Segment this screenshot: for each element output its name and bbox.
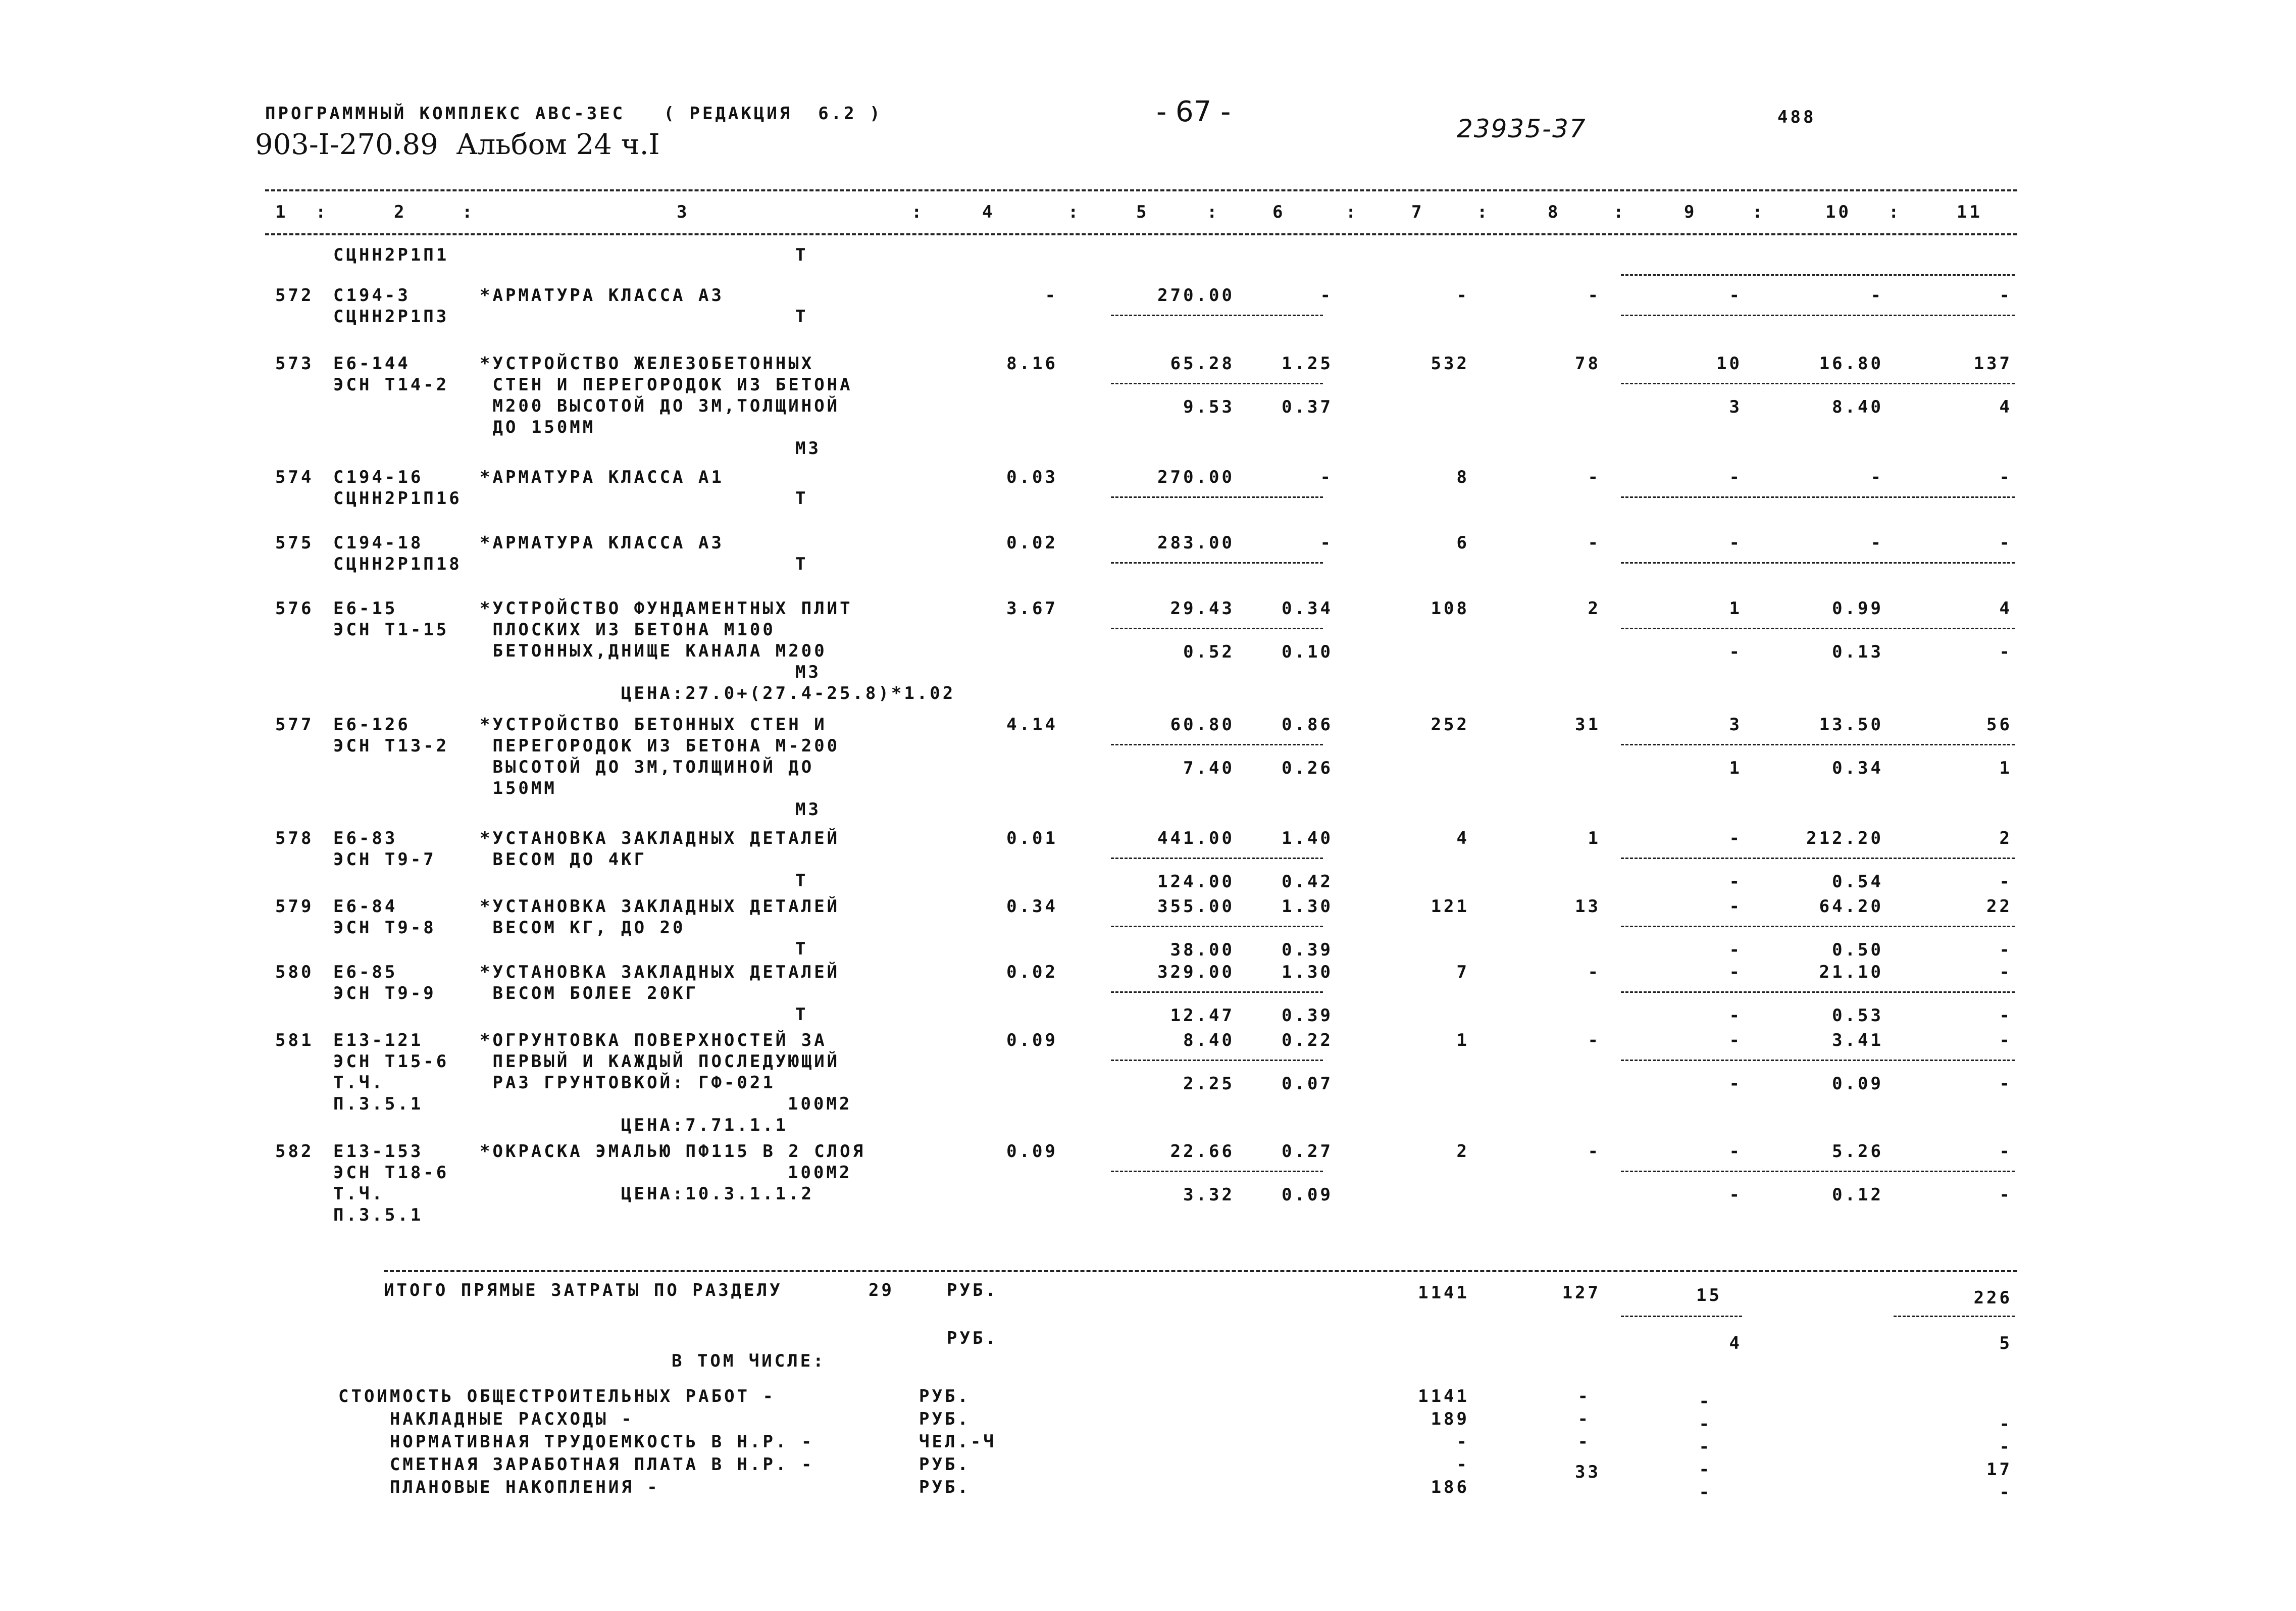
unit-cost-total: 329.00	[1157, 962, 1235, 982]
summary-cost: -	[1456, 1432, 1469, 1452]
unit-cost-total: 270.00	[1157, 285, 1235, 306]
total-wages: -	[1588, 467, 1601, 487]
row-number: 574	[275, 467, 314, 487]
totals-divider	[1894, 1316, 2015, 1317]
labor-machinists: 0.13	[1832, 642, 1883, 662]
work-description: *УСТРОЙСТВО ФУНДАМЕНТНЫХ ПЛИТ	[480, 598, 853, 619]
unit-cost-machine-wages: 0.39	[1282, 940, 1333, 960]
price-formula: ЦЕНА:7.71.1.1	[621, 1115, 789, 1135]
column-number: 9	[1684, 202, 1697, 222]
work-description: ДО 150ММ	[480, 417, 596, 437]
cell-divider	[1621, 315, 2015, 316]
unit-cost-machine-wages: 0.39	[1282, 1005, 1333, 1026]
total-machines: -	[1729, 467, 1742, 487]
work-description: М200 ВЫСОТОЙ ДО 3М,ТОЛЩИНОЙ	[480, 396, 840, 416]
unit-of-measure: Т	[795, 488, 808, 509]
unit-of-measure: Т	[795, 245, 808, 265]
column-separator: :	[911, 202, 922, 222]
unit-cost-machines: 1.30	[1282, 896, 1333, 917]
album-title: 903-I-270.89 Альбом 24 ч.I	[255, 128, 660, 161]
summary-label: СТОИМОСТЬ ОБЩЕСТРОИТЕЛЬНЫХ РАБОТ -	[338, 1386, 776, 1406]
unit-cost-machines: -	[1320, 467, 1333, 487]
work-description: ВЕСОМ КГ, ДО 20	[480, 918, 686, 938]
summary-cost: 186	[1431, 1477, 1469, 1497]
unit-cost-machines: 0.27	[1282, 1141, 1333, 1162]
norm-code: Т.Ч.	[333, 1184, 385, 1204]
labor-machinists: 0.12	[1832, 1185, 1883, 1205]
norm-code: П.3.5.1	[333, 1094, 424, 1114]
summary-wages-total: -	[1999, 1437, 2012, 1457]
work-description: *АРМАТУРА КЛАССА А3	[480, 533, 724, 553]
summary-unit: РУБ.	[919, 1477, 971, 1497]
work-description: *ОКРАСКА ЭМАЛЬЮ ПФ115 В 2 СЛОЯ	[480, 1141, 866, 1162]
unit-of-measure: Т	[795, 871, 808, 891]
total-machines: -	[1729, 896, 1742, 917]
unit-cost-total: 8.40	[1183, 1030, 1235, 1050]
total-wages: 78	[1575, 354, 1601, 374]
summary-wages: -	[1577, 1386, 1591, 1406]
norm-code: Е6-15	[333, 598, 398, 619]
cell-divider	[1111, 562, 1323, 564]
cell-divider	[1111, 628, 1323, 629]
row-number: 581	[275, 1030, 314, 1050]
cell-divider	[1111, 991, 1323, 993]
unit-cost-wages: 3.32	[1183, 1185, 1235, 1205]
totals-wages: 127	[1562, 1283, 1601, 1303]
unit-cost-total: 22.66	[1170, 1141, 1235, 1162]
total-cost: 7	[1456, 962, 1469, 982]
totals-wages-total: 226	[1973, 1288, 2012, 1308]
work-description: *УСТАНОВКА ЗАКЛАДНЫХ ДЕТАЛЕЙ	[480, 896, 840, 917]
work-description: РАЗ ГРУНТОВКОЙ: ГФ-021	[480, 1073, 776, 1093]
cell-divider	[1621, 858, 2015, 859]
cell-divider	[1621, 496, 2015, 498]
column-separator: :	[1207, 202, 1217, 222]
work-description: ПЕРЕГОРОДОК ИЗ БЕТОНА М-200	[480, 736, 840, 756]
unit-cost-machine-wages: 0.09	[1282, 1185, 1333, 1205]
unit-cost-total: 355.00	[1157, 896, 1235, 917]
wages-total: -	[1999, 533, 2012, 553]
unit-of-measure: Т	[795, 939, 808, 959]
wages-machinists: -	[1999, 872, 2012, 892]
column-number: 6	[1272, 202, 1286, 222]
work-description: 150ММ	[480, 778, 557, 798]
row-number: 576	[275, 598, 314, 619]
work-description: ВЫСОТОЙ ДО 3М,ТОЛЩИНОЙ ДО	[480, 757, 814, 777]
totals-unit: РУБ.	[947, 1280, 998, 1300]
work-description: *УСТАНОВКА ЗАКЛАДНЫХ ДЕТАЛЕЙ	[480, 962, 840, 982]
cell-divider	[1621, 744, 2015, 745]
labor-workers: 21.10	[1819, 962, 1883, 982]
total-machines: -	[1729, 828, 1742, 848]
unit-cost-wages: 124.00	[1157, 872, 1235, 892]
row-number: 572	[275, 285, 314, 306]
including-label: В ТОМ ЧИСЛЕ:	[672, 1351, 826, 1371]
row-number: 580	[275, 962, 314, 982]
total-cost: 2	[1456, 1141, 1469, 1162]
column-number: 2	[394, 202, 407, 222]
unit-cost-wages: 9.53	[1183, 397, 1235, 417]
norm-code: ЭСН Т9-7	[333, 849, 436, 870]
norm-code: ЭСН Т9-9	[333, 983, 436, 1003]
price-formula: ЦЕНА:27.0+(27.4-25.8)*1.02	[621, 683, 956, 703]
unit-of-measure: Т	[795, 1004, 808, 1025]
quantity: 4.14	[1006, 715, 1058, 735]
cell-divider	[1111, 496, 1323, 498]
total-cost: 532	[1431, 354, 1469, 374]
unit-cost-machine-wages: 0.07	[1282, 1074, 1333, 1094]
total-cost: 108	[1431, 598, 1469, 619]
unit-cost-total: 65.28	[1170, 354, 1235, 374]
row-number: 582	[275, 1141, 314, 1162]
wages-machinists: -	[1999, 1074, 2012, 1094]
labor-machinists: 0.54	[1832, 872, 1883, 892]
norm-code: Е6-85	[333, 962, 398, 982]
sheet-number: 488	[1777, 107, 1816, 127]
summary-cost: 1141	[1418, 1386, 1469, 1406]
column-separator: :	[1346, 202, 1356, 222]
column-number: 7	[1411, 202, 1424, 222]
cell-divider	[1621, 926, 2015, 927]
quantity: -	[1045, 285, 1058, 306]
cell-divider	[1111, 858, 1323, 859]
work-description: ПЛОСКИХ ИЗ БЕТОНА М100	[480, 620, 776, 640]
total-machine-wages: -	[1729, 642, 1742, 662]
total-machine-wages: 1	[1729, 758, 1742, 778]
total-machines: -	[1729, 533, 1742, 553]
summary-wages: 33	[1575, 1462, 1601, 1482]
unit-of-measure: М3	[795, 662, 821, 682]
totals-machines: 15	[1696, 1285, 1722, 1305]
work-description: *ОГРУНТОВКА ПОВЕРХНОСТЕЙ ЗА	[480, 1030, 827, 1050]
unit-cost-machine-wages: 0.10	[1282, 642, 1333, 662]
header-bottom-rule	[265, 233, 2017, 235]
labor-machinists: 8.40	[1832, 397, 1883, 417]
summary-wages-total: 17	[1986, 1459, 2012, 1480]
cell-divider	[1621, 991, 2015, 993]
labor-workers: -	[1870, 467, 1883, 487]
norm-code: СЦНН2Р1П3	[333, 307, 449, 327]
unit-cost-machine-wages: 0.37	[1282, 397, 1333, 417]
norm-code: Е6-144	[333, 354, 411, 374]
wages-total: 2	[1999, 828, 2012, 848]
cell-divider	[1621, 628, 2015, 629]
wages-total: 56	[1986, 715, 2012, 735]
column-separator: :	[462, 202, 473, 222]
cell-divider	[1621, 383, 2015, 384]
column-separator: :	[316, 202, 326, 222]
total-cost: 4	[1456, 828, 1469, 848]
labor-workers: -	[1870, 533, 1883, 553]
wages-total: -	[1999, 285, 2012, 306]
price-formula: ЦЕНА:10.3.1.1.2	[621, 1184, 814, 1204]
summary-machines: -	[1699, 1482, 1712, 1502]
wages-machinists: -	[1999, 1185, 2012, 1205]
total-cost: 1	[1456, 1030, 1469, 1050]
norm-code: С194-3	[333, 285, 411, 306]
summary-wages: -	[1577, 1432, 1591, 1452]
column-number: 5	[1136, 202, 1149, 222]
column-separator: :	[1752, 202, 1763, 222]
cell-divider	[1111, 383, 1323, 384]
labor-workers: 64.20	[1819, 896, 1883, 917]
wages-machinists: -	[1999, 642, 2012, 662]
column-number: 1	[275, 202, 288, 222]
column-number: 11	[1957, 202, 1982, 222]
column-number: 4	[982, 202, 995, 222]
unit-cost-machines: 0.34	[1282, 598, 1333, 619]
summary-wages-total: -	[1999, 1414, 2012, 1434]
cell-divider	[1621, 562, 2015, 564]
wages-total: -	[1999, 1141, 2012, 1162]
quantity: 0.01	[1006, 828, 1058, 848]
total-cost: 121	[1431, 896, 1469, 917]
labor-workers: 16.80	[1819, 354, 1883, 374]
unit-cost-machines: -	[1320, 285, 1333, 306]
wages-machinists: 4	[1999, 397, 2012, 417]
summary-unit: ЧЕЛ.-Ч	[919, 1432, 996, 1452]
work-description: *УСТРОЙСТВО БЕТОННЫХ СТЕН И	[480, 715, 827, 735]
quantity: 0.34	[1006, 896, 1058, 917]
quantity: 0.03	[1006, 467, 1058, 487]
unit-cost-machines: 0.22	[1282, 1030, 1333, 1050]
totals-section: 29	[869, 1280, 894, 1300]
totals-machine-wages: 4	[1729, 1333, 1742, 1353]
work-description: *УСТРОЙСТВО ЖЕЛЕЗОБЕТОННЫХ	[480, 354, 814, 374]
wages-total: 22	[1986, 896, 2012, 917]
labor-machinists: 0.53	[1832, 1005, 1883, 1026]
header-top-rule	[265, 189, 2017, 191]
wages-machinists: -	[1999, 1005, 2012, 1026]
quantity: 0.02	[1006, 533, 1058, 553]
column-separator: :	[1068, 202, 1079, 222]
totals-wages-machinists: 5	[1999, 1333, 2012, 1353]
unit-of-measure: 100М2	[788, 1163, 852, 1183]
unit-cost-machines: 1.30	[1282, 962, 1333, 982]
wages-total: -	[1999, 1030, 2012, 1050]
quantity: 0.09	[1006, 1030, 1058, 1050]
quantity: 0.02	[1006, 962, 1058, 982]
norm-code: ЭСН Т13-2	[333, 736, 449, 756]
program-header: ПРОГРАММНЫЙ КОМПЛЕКС АВС-3ЕС ( РЕДАКЦИЯ 6.2 )	[265, 104, 883, 124]
unit-cost-total: 283.00	[1157, 533, 1235, 553]
norm-code: СЦНН2Р1П1	[333, 245, 449, 265]
cell-divider	[1111, 1171, 1323, 1172]
norm-code: С194-16	[333, 467, 424, 487]
norm-code: Е13-153	[333, 1141, 424, 1162]
norm-code: ЭСН Т14-2	[333, 375, 449, 395]
labor-workers: 13.50	[1819, 715, 1883, 735]
cell-divider	[1111, 1060, 1323, 1061]
total-wages: -	[1588, 285, 1601, 306]
labor-workers: 5.26	[1832, 1141, 1883, 1162]
wages-total: -	[1999, 962, 2012, 982]
totals-top-rule	[384, 1270, 2017, 1272]
work-description: ПЕРВЫЙ И КАЖДЫЙ ПОСЛЕДУЮЩИЙ	[480, 1051, 840, 1072]
column-number: 8	[1548, 202, 1561, 222]
unit-of-measure: Т	[795, 554, 808, 574]
cell-divider	[1621, 1060, 2015, 1061]
summary-unit: РУБ.	[919, 1409, 971, 1429]
unit-of-measure: Т	[795, 307, 808, 327]
column-number: 10	[1825, 202, 1851, 222]
unit-cost-total: 29.43	[1170, 598, 1235, 619]
column-separator: :	[1889, 202, 1899, 222]
total-wages: -	[1588, 1141, 1601, 1162]
summary-unit: РУБ.	[919, 1454, 971, 1475]
total-machines: 3	[1729, 715, 1742, 735]
totals-divider	[1621, 1316, 1742, 1317]
unit-cost-machine-wages: 0.26	[1282, 758, 1333, 778]
total-machine-wages: 3	[1729, 397, 1742, 417]
unit-of-measure: 100М2	[788, 1094, 852, 1114]
total-machines: -	[1729, 1030, 1742, 1050]
totals-label: ИТОГО ПРЯМЫЕ ЗАТРАТЫ ПО РАЗДЕЛУ	[384, 1280, 783, 1300]
labor-workers: 0.99	[1832, 598, 1883, 619]
cell-divider	[1621, 1171, 2015, 1172]
work-description: СТЕН И ПЕРЕГОРОДОК ИЗ БЕТОНА	[480, 375, 853, 395]
norm-code: С194-18	[333, 533, 424, 553]
norm-code: Е6-126	[333, 715, 411, 735]
unit-cost-machines: 1.25	[1282, 354, 1333, 374]
total-wages: 2	[1588, 598, 1601, 619]
wages-machinists: 1	[1999, 758, 2012, 778]
quantity: 3.67	[1006, 598, 1058, 619]
summary-label: НОРМАТИВНАЯ ТРУДОЕМКОСТЬ В Н.Р. -	[338, 1432, 814, 1452]
total-cost: 8	[1456, 467, 1469, 487]
row-number: 573	[275, 354, 314, 374]
total-machine-wages: -	[1729, 1185, 1742, 1205]
page-number: - 67 -	[1156, 95, 1231, 128]
wages-machinists: -	[1999, 940, 2012, 960]
summary-cost: 189	[1431, 1409, 1469, 1429]
norm-code: Е13-121	[333, 1030, 424, 1050]
unit-of-measure: М3	[795, 438, 821, 459]
unit-cost-wages: 38.00	[1170, 940, 1235, 960]
summary-machines: -	[1699, 1437, 1712, 1457]
cell-divider	[1111, 315, 1323, 316]
labor-machinists: 0.50	[1832, 940, 1883, 960]
document-number: 23935-37	[1457, 114, 1587, 143]
row-number: 578	[275, 828, 314, 848]
total-machine-wages: -	[1729, 1074, 1742, 1094]
summary-label: ПЛАНОВЫЕ НАКОПЛЕНИЯ -	[338, 1477, 660, 1497]
unit-cost-machines: 0.86	[1282, 715, 1333, 735]
cell-divider	[1111, 926, 1323, 927]
wages-total: -	[1999, 467, 2012, 487]
unit-cost-total: 441.00	[1157, 828, 1235, 848]
totals-unit: РУБ.	[947, 1328, 998, 1348]
unit-cost-wages: 2.25	[1183, 1074, 1235, 1094]
total-cost: -	[1456, 285, 1469, 306]
summary-cost: -	[1456, 1454, 1469, 1475]
labor-machinists: 0.09	[1832, 1074, 1883, 1094]
work-description: БЕТОННЫХ,ДНИЩЕ КАНАЛА М200	[480, 641, 827, 661]
total-wages: -	[1588, 1030, 1601, 1050]
total-machines: -	[1729, 1141, 1742, 1162]
summary-wages-total: -	[1999, 1482, 2012, 1502]
unit-cost-machines: 1.40	[1282, 828, 1333, 848]
total-machine-wages: -	[1729, 940, 1742, 960]
unit-cost-wages: 0.52	[1183, 642, 1235, 662]
total-wages: -	[1588, 533, 1601, 553]
summary-label: СМЕТНАЯ ЗАРАБОТНАЯ ПЛАТА В Н.Р. -	[338, 1454, 814, 1475]
unit-cost-total: 270.00	[1157, 467, 1235, 487]
summary-machines: -	[1699, 1391, 1712, 1412]
unit-of-measure: М3	[795, 799, 821, 820]
unit-cost-machines: -	[1320, 533, 1333, 553]
total-wages: 1	[1588, 828, 1601, 848]
wages-total: 137	[1973, 354, 2012, 374]
norm-code: СЦНН2Р1П16	[333, 488, 462, 509]
unit-cost-wages: 7.40	[1183, 758, 1235, 778]
quantity: 0.09	[1006, 1141, 1058, 1162]
norm-code: Е6-83	[333, 828, 398, 848]
norm-code: СЦНН2Р1П18	[333, 554, 462, 574]
total-wages: -	[1588, 962, 1601, 982]
norm-code: ЭСН Т15-6	[333, 1051, 449, 1072]
norm-code: ЭСН Т9-8	[333, 918, 436, 938]
row-number: 575	[275, 533, 314, 553]
unit-cost-wages: 12.47	[1170, 1005, 1235, 1026]
column-separator: :	[1477, 202, 1488, 222]
unit-cost-total: 60.80	[1170, 715, 1235, 735]
total-machines: -	[1729, 962, 1742, 982]
work-description: ВЕСОМ ДО 4КГ	[480, 849, 647, 870]
column-number: 3	[677, 202, 690, 222]
work-description: *УСТАНОВКА ЗАКЛАДНЫХ ДЕТАЛЕЙ	[480, 828, 840, 848]
summary-label: НАКЛАДНЫЕ РАСХОДЫ -	[338, 1409, 634, 1429]
summary-machines: -	[1699, 1414, 1712, 1434]
labor-workers: 3.41	[1832, 1030, 1883, 1050]
work-description: *АРМАТУРА КЛАССА А3	[480, 285, 724, 306]
summary-wages: -	[1577, 1409, 1591, 1429]
unit-cost-machine-wages: 0.42	[1282, 872, 1333, 892]
total-machines: 10	[1716, 354, 1742, 374]
total-wages: 13	[1575, 896, 1601, 917]
total-cost: 252	[1431, 715, 1469, 735]
work-description: ВЕСОМ БОЛЕЕ 20КГ	[480, 983, 698, 1003]
column-separator: :	[1613, 202, 1624, 222]
total-machine-wages: -	[1729, 1005, 1742, 1026]
total-machine-wages: -	[1729, 872, 1742, 892]
total-cost: 6	[1456, 533, 1469, 553]
work-description: *АРМАТУРА КЛАССА А1	[480, 467, 724, 487]
total-machines: 1	[1729, 598, 1742, 619]
labor-workers: -	[1870, 285, 1883, 306]
cell-divider	[1621, 274, 2015, 276]
totals-cost: 1141	[1418, 1283, 1469, 1303]
quantity: 8.16	[1006, 354, 1058, 374]
total-machines: -	[1729, 285, 1742, 306]
norm-code: ЭСН Т18-6	[333, 1163, 449, 1183]
summary-unit: РУБ.	[919, 1386, 971, 1406]
labor-machinists: 0.34	[1832, 758, 1883, 778]
norm-code: П.3.5.1	[333, 1205, 424, 1225]
row-number: 579	[275, 896, 314, 917]
row-number: 577	[275, 715, 314, 735]
summary-machines: -	[1699, 1459, 1712, 1480]
labor-workers: 212.20	[1806, 828, 1883, 848]
norm-code: Е6-84	[333, 896, 398, 917]
wages-total: 4	[1999, 598, 2012, 619]
norm-code: Т.Ч.	[333, 1073, 385, 1093]
total-wages: 31	[1575, 715, 1601, 735]
cell-divider	[1111, 744, 1323, 745]
norm-code: ЭСН Т1-15	[333, 620, 449, 640]
